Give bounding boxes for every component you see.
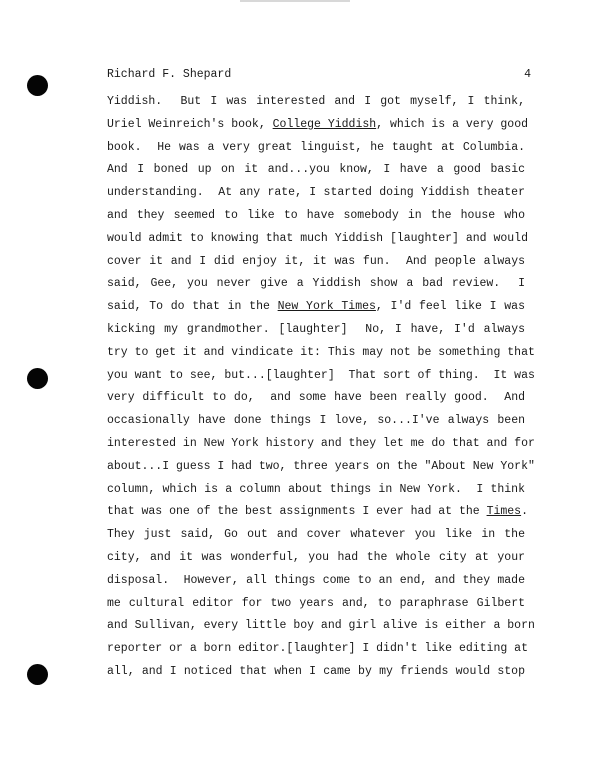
text-line	[107, 137, 525, 160]
text-segment: And I boned up on it and...you know, I have a good basic	[107, 163, 525, 177]
text-line	[107, 228, 528, 251]
text-line	[107, 661, 525, 684]
punch-hole-bottom	[27, 664, 48, 685]
text-segment: you want to see, but...[laughter] That sort of thing. It was	[107, 368, 535, 382]
text-segment: about...I guess I had two, three years on the "About New York"	[107, 459, 535, 473]
text-line	[107, 615, 535, 638]
text-segment: all, and I noticed that when I came by my friends would stop	[107, 664, 525, 678]
punch-hole-middle	[27, 368, 48, 389]
text-line	[107, 570, 525, 593]
text-segment: that was one of the best assignments I ever had at the	[107, 505, 487, 519]
text-segment: .	[521, 505, 528, 519]
text-line	[107, 91, 525, 114]
text-segment: , I'd feel like I was	[375, 300, 525, 314]
text-line	[107, 433, 535, 456]
text-segment: very difficult to do, and some have been really good. And	[107, 391, 525, 405]
text-segment: disposal. However, all things come to an end, and they made	[107, 573, 525, 587]
text-line	[107, 159, 525, 182]
text-line	[107, 365, 535, 388]
page-header	[107, 65, 531, 85]
text-line	[107, 410, 525, 433]
text-segment: cover it and I did enjoy it, it was fun. And people always	[107, 254, 525, 268]
text-segment: would admit to knowing that much Yiddish [laughter] and would	[107, 231, 528, 245]
transcript-body	[107, 91, 535, 684]
text-segment: try to get it and vindicate it: This may not be something that	[107, 345, 535, 359]
text-segment: reporter or a born editor.[laughter] I didn't like editing at	[107, 642, 528, 656]
text-segment: city, and it was wonderful, you had the whole city at your	[107, 550, 525, 564]
text-segment: and Sullivan, every little boy and girl alive is either a born	[107, 619, 535, 633]
text-segment: said, Gee, you never give a Yiddish show a bad review. I	[107, 277, 525, 291]
text-line	[107, 387, 525, 410]
text-segment: and they seemed to like to have somebody in the house who	[107, 208, 525, 222]
text-line	[107, 273, 525, 296]
text-line	[107, 296, 525, 319]
text-segment: occasionally have done things I love, so...I've always been	[107, 414, 525, 428]
text-segment: understanding. At any rate, I started doing Yiddish theater	[107, 186, 525, 200]
text-line	[107, 593, 525, 616]
punch-hole-top	[27, 75, 48, 96]
text-segment: said, To do that in the	[107, 300, 278, 314]
underlined-title: College Yiddish	[272, 117, 377, 131]
text-line	[107, 342, 535, 365]
header-author: Richard F. Shepard	[107, 68, 232, 81]
text-line	[107, 114, 528, 137]
text-line	[107, 638, 528, 661]
text-line	[107, 479, 525, 502]
text-line	[107, 524, 525, 547]
text-segment: , which is a very good	[376, 117, 528, 131]
page-number: 4	[524, 68, 531, 81]
text-line	[107, 251, 525, 274]
text-segment: Uriel Weinreich's book,	[107, 117, 273, 131]
text-segment: interested in New York history and they let me do that and for	[107, 436, 535, 450]
text-segment: Yiddish. But I was interested and I got myself, I think,	[107, 95, 525, 108]
text-line	[107, 456, 535, 479]
scan-edge-mark	[240, 0, 350, 2]
underlined-title: New York Times	[277, 300, 376, 314]
text-segment: column, which is a column about things in New York. I think	[107, 482, 525, 496]
text-segment: They just said, Go out and cover whatever you like in the	[107, 528, 525, 542]
text-line	[107, 182, 525, 205]
text-line	[107, 205, 525, 228]
underlined-title: Times	[486, 505, 522, 519]
text-segment: me cultural editor for two years and, to paraphrase Gilbert	[107, 596, 525, 610]
text-line	[107, 319, 525, 342]
text-line	[107, 501, 528, 524]
text-segment: kicking my grandmother. [laughter] No, I have, I'd always	[107, 322, 525, 336]
text-segment: book. He was a very great linguist, he taught at Columbia.	[107, 140, 525, 154]
text-line	[107, 547, 525, 570]
